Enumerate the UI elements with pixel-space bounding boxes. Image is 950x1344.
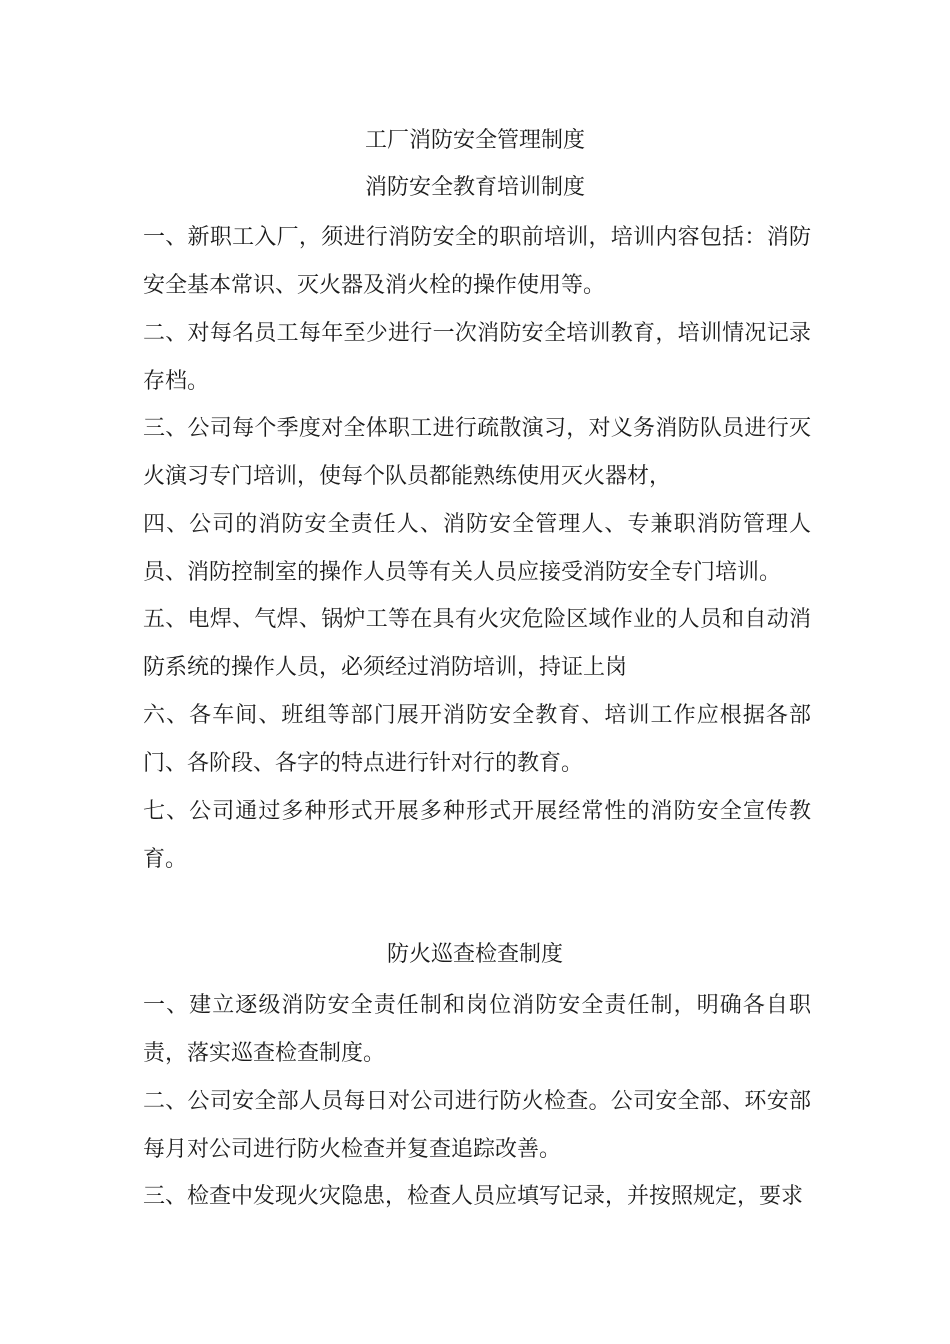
section-title-inspection: 防火巡查检查制度 [386, 942, 563, 967]
document-title: 工厂消防安全管理制度 [364, 128, 585, 153]
paragraph-training-5: 五、电焊、气焊、锅炉工等在具有火灾危险区域作业的人员和自动消防系统的操作人员，必须经过消防培训，持证上岗 [143, 607, 811, 680]
paragraph-inspection-3: 三、检查中发现火灾隐患，检查人员应填写记录，并按照规定，要求 [143, 1184, 804, 1209]
section-title-training: 消防安全教育培训制度 [364, 175, 585, 200]
paragraph-training-1: 一、新职工入厂，须进行消防安全的职前培训，培训内容包括：消防安全基本常识、灭火器及消火栓的操作使用等。 [143, 225, 811, 298]
paragraph-training-6: 六、各车间、班组等部门展开消防安全教育、培训工作应根据各部门、各阶段、各字的特点进行针对行的教育。 [143, 703, 811, 776]
paragraph-training-2: 二、对每名员工每年至少进行一次消防安全培训教育，培训情况记录存档。 [143, 321, 811, 394]
paragraph-inspection-1: 一、建立逐级消防安全责任制和岗位消防安全责任制，明确各自职责，落实巡查检查制度。 [143, 993, 811, 1066]
paragraph-training-4: 四、公司的消防安全责任人、消防安全管理人、专兼职消防管理人员、消防控制室的操作人员等有关人员应接受消防安全专门培训。 [143, 512, 811, 585]
paragraph-training-3: 三、公司每个季度对全体职工进行疏散演习，对义务消防队员进行灭火演习专门培训，使每个队员都能熟练使用灭火器材， [143, 416, 811, 489]
paragraph-inspection-2: 二、公司安全部人员每日对公司进行防火检查。公司安全部、环安部每月对公司进行防火检查并复查追踪改善。 [143, 1089, 811, 1162]
paragraph-training-7: 七、公司通过多种形式开展多种形式开展经常性的消防安全宣传教育。 [143, 799, 811, 872]
